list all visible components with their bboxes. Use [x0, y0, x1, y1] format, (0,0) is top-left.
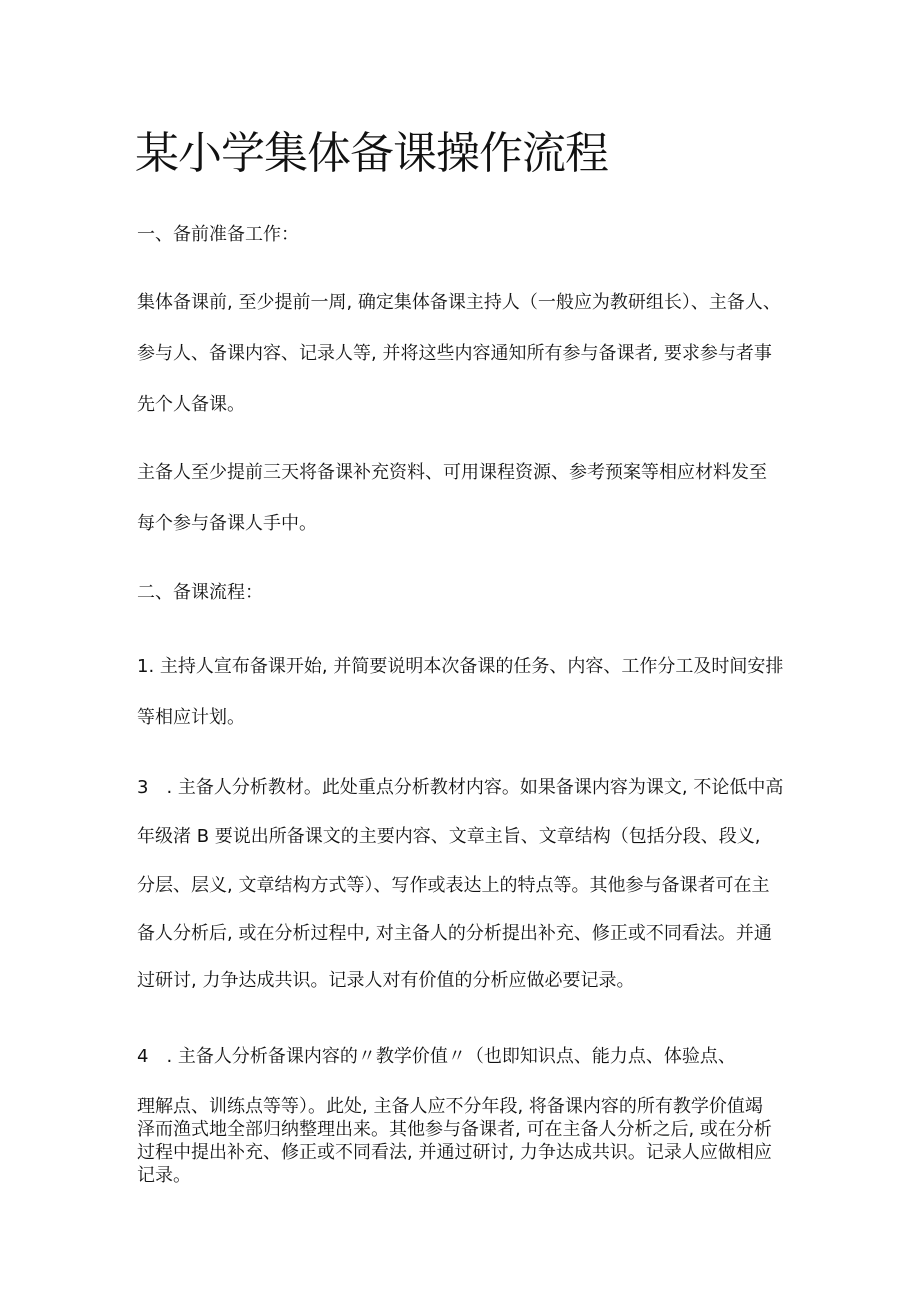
paragraph-line: 集体备课前, 至少提前一周, 确定集体备课主持人（一般应为教研组长）、主备人、 — [137, 292, 781, 313]
paragraph-line: 先个人备课。 — [137, 394, 245, 415]
list-item-line: 1. 主持人宣布备课开始, 并简要说明本次备课的任务、内容、工作分工及时间安排 — [137, 656, 784, 677]
list-item-line: 年级渚 B 要说出所备课文的主要内容、文章主旨、文章结构（包括分段、段义, — [137, 826, 761, 847]
list-item-line: 过程中提出补充、修正或不同看法, 并通过研讨, 力争达成共识。记录人应做相应 — [137, 1142, 772, 1163]
list-item-line: 理解点、训练点等等）。此处, 主备人应不分年段, 将备课内容的所有教学价值竭 — [137, 1096, 763, 1117]
section-heading-preparation: 一、备前准备工作： — [137, 224, 299, 245]
list-item-line: 泽而渔式地全部归纳整理出来。其他参与备课者, 可在主备人分析之后, 或在分析 — [137, 1119, 772, 1140]
paragraph-line: 参与人、备课内容、记录人等, 并将这些内容通知所有参与备课者, 要求参与者事 — [137, 343, 772, 364]
list-item-line: 分层、层义, 文章结构方式等）、写作或表达上的特点等。其他参与备课者可在主 — [137, 875, 770, 896]
section-heading-process: 二、备课流程： — [137, 582, 263, 603]
paragraph-line: 每个参与备课人手中。 — [137, 513, 317, 534]
list-item-line: 备人分析后, 或在分析过程中, 对主备人的分析提出补充、修正或不同看法。并通 — [137, 923, 772, 944]
paragraph-line: 主备人至少提前三天将备课补充资料、可用课程资源、参考预案等相应材料发至 — [137, 462, 767, 483]
list-item-line: 等相应计划。 — [137, 707, 245, 728]
list-item-line: 4 . 主备人分析备课内容的〃教学价值〃（也即知识点、能力点、体验点、 — [137, 1046, 736, 1067]
list-item-line: 过研讨, 力争达成共识。记录人对有价值的分析应做必要记录。 — [137, 970, 635, 991]
list-item-line: 3 . 主备人分析教材。此处重点分析教材内容。如果备课内容为课文, 不论低中高 — [137, 777, 784, 798]
document-title: 某小学集体备课操作流程 — [135, 128, 608, 179]
list-item-line: 记录。 — [137, 1165, 191, 1186]
